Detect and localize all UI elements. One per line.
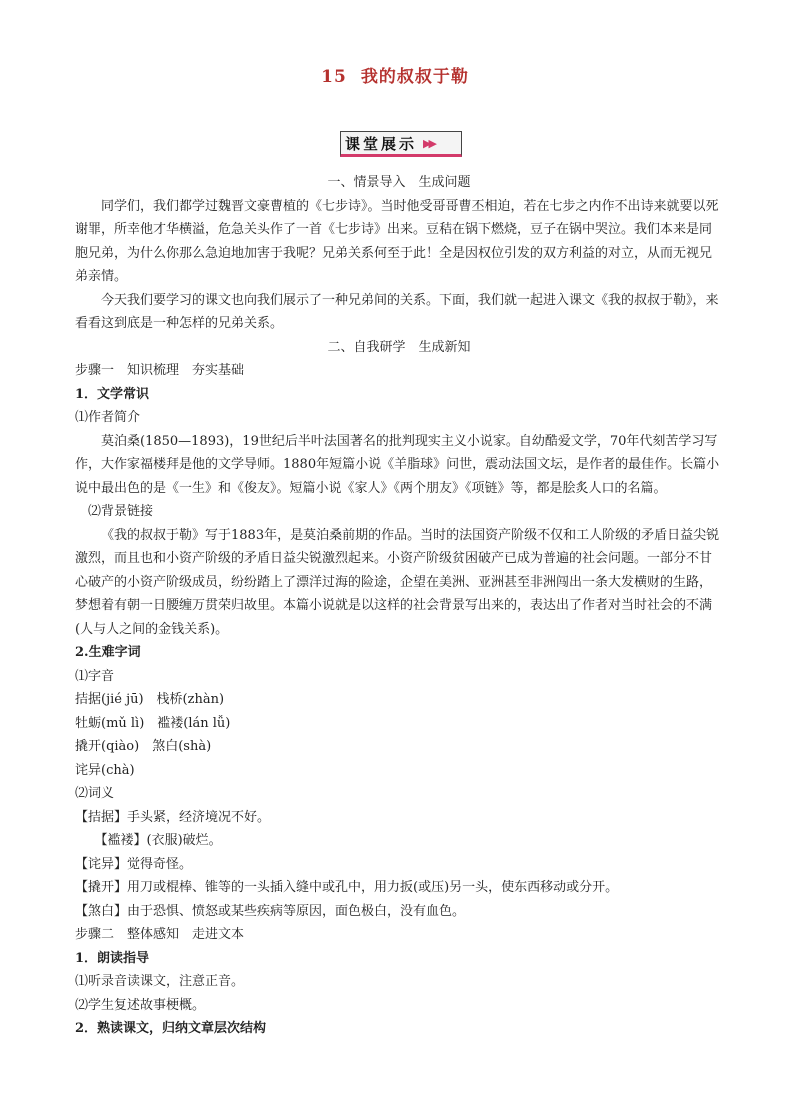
double-arrow-icon: ▶▶: [423, 136, 434, 150]
lesson-title-text: 我的叔叔于勒: [360, 67, 469, 87]
item-author-intro: ⑴作者简介: [75, 410, 141, 425]
section-banner: [340, 131, 462, 157]
definition-1: 【拮据】手头紧，经济境况不好。: [75, 809, 271, 825]
section-heading-2: 二、自我研学 生成新知: [327, 339, 471, 355]
item-structure: 2．熟读课文，归纳文章层次结构: [75, 1021, 267, 1036]
step-one-heading: 步骤一 知识梳理 夯实基础: [75, 363, 245, 378]
pronunciation-line-4: 诧异(chà): [75, 762, 135, 778]
definition-5: 【煞白】由于恐惧、愤怒或某些疾病等原因，面色极白，没有血色。: [75, 903, 466, 919]
item-meaning: ⑵词义: [75, 786, 115, 801]
author-paragraph: 莫泊桑(1850—1893)，19世纪后半叶法国著名的批判现实主义小说家。自幼酷爱文学，70年代刻苦学习写作，大作家福楼拜是他的文学导师。1880年短篇小说《羊脂球》问世，震动法国文坛，是作者的最佳作。长篇小说中最出色的是《一生》和《俊友》。短篇小说《家人》《两个朋友》《项链》等，都是脍炙人口的名篇。: [75, 433, 720, 496]
intro-paragraph-1: 同学们，我们都学过魏晋文豪曹植的《七步诗》。当时他受哥哥曹丕相迫，若在七步之内作不出诗来就要以死谢罪，所幸他才华横溢，危急关头作了一首《七步诗》出来。豆秸在锅下燃烧，豆子在锅中哭泣。我们本来是同胞兄弟，为什么你那么急迫地加害于我呢？兄弟关系何至于此！全是因权位引发的双方利益的对立，从而无视兄弟亲情。: [75, 198, 719, 284]
step-two-heading: 步骤二 整体感知 走进文本: [75, 927, 245, 942]
section-heading-1: 一、情景导入 生成问题: [327, 175, 471, 190]
lesson-title: [0, 62, 790, 87]
item-literary-knowledge: 1．文学常识: [75, 386, 150, 402]
lesson-number: 15: [321, 67, 347, 87]
reading-guide-1: ⑴听录音读课文，注意正音。: [75, 974, 245, 989]
background-paragraph: 《我的叔叔于勒》写于1883年，是莫泊桑前期的作品。当时的法国资产阶级不仅和工人阶级的矛盾日益尖锐激烈，而且也和小资产阶级的矛盾日益尖锐激烈起来。小资产阶级贫困破产已成为普遍的社会问题。一部分不甘心破产的小资产阶级成员，纷纷踏上了漂洋过海的险途，企望在美洲、亚洲甚至非洲闯出一条大发横财的生路，梦想着有朝一日腰缠万贯荣归故里。本篇小说就是以这样的社会背景写出来的，表达出了作者对当时社会的不满(人与人之间的金钱关系)。: [75, 527, 720, 637]
pronunciation-line-1: 拮据(jié jū) 栈桥(zhàn): [75, 692, 225, 707]
reading-guide-2: ⑵学生复述故事梗概。: [75, 997, 206, 1013]
definition-2: 【褴褛】(衣服)破烂。: [94, 833, 222, 848]
main-content: [75, 171, 723, 1041]
item-background: ⑵背景链接: [88, 504, 154, 519]
item-pronunciation: ⑴字音: [75, 668, 115, 684]
item-vocabulary: 2.生难字词: [75, 645, 141, 660]
definition-3: 【诧异】觉得奇怪。: [75, 856, 193, 872]
intro-paragraph-2: 今天我们要学习的课文也向我们展示了一种兄弟间的关系。下面，我们就一起进入课文《我的叔叔于勒》，来看看这到底是一种怎样的兄弟关系。: [75, 292, 719, 331]
definition-4: 【撬开】用刀或棍棒、锥等的一头插入缝中或孔中，用力扳(或压)另一头，使东西移动或分开。: [75, 880, 619, 895]
pronunciation-line-2: 牡蛎(mǔ lì) 褴褛(lán lǚ): [75, 715, 231, 731]
item-reading-guide: 1．朗读指导: [75, 950, 150, 966]
banner-label: 课堂展示: [345, 134, 418, 153]
pronunciation-line-3: 撬开(qiào) 煞白(shà): [75, 739, 212, 754]
